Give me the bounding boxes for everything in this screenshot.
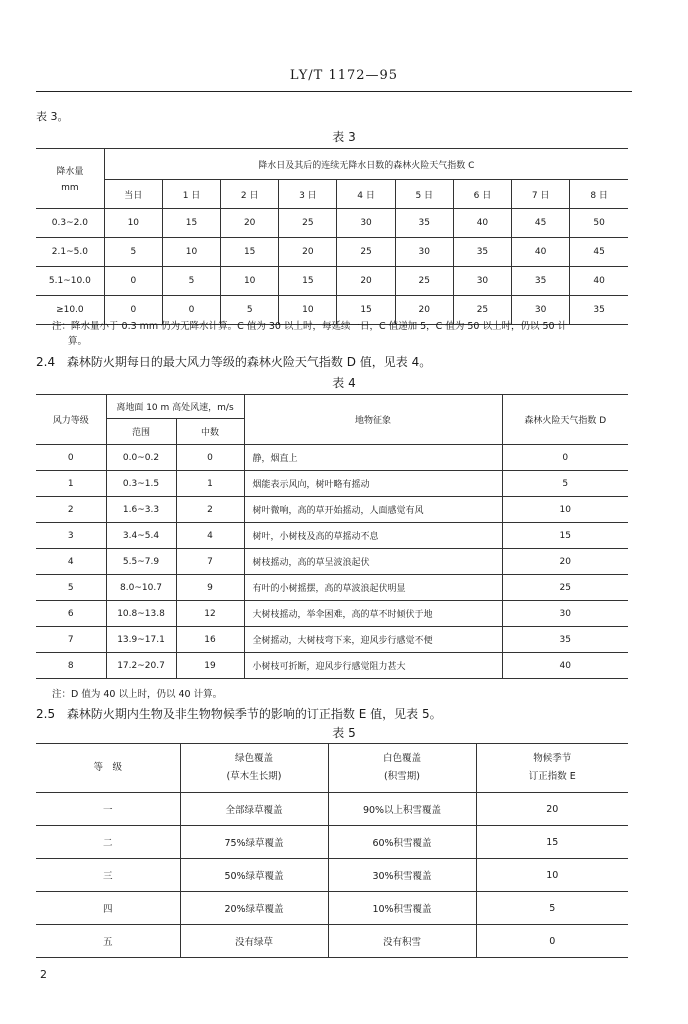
table5-white-cell: 90%以上积雪覆盖 xyxy=(328,793,476,826)
table3-value-cell: 40 xyxy=(512,238,570,267)
table3-range-cell: 0.3~2.0 xyxy=(36,209,104,238)
table3-value-cell: 45 xyxy=(512,209,570,238)
table4-mid-cell: 2 xyxy=(176,497,244,523)
section-2-5-text: 森林防火期内生物及非生物物候季节的影响的订正指数 E 值，见表 5。 xyxy=(66,707,442,721)
table3-day-header: 当日 xyxy=(104,180,162,209)
table3-value-cell: 30 xyxy=(453,267,511,296)
page-number: 2 xyxy=(40,968,47,981)
table4-desc-cell: 树枝摇动，高的草呈波浪起伏 xyxy=(244,549,502,575)
table5-index-cell: 10 xyxy=(476,859,628,892)
table4-mid-cell: 12 xyxy=(176,601,244,627)
table3-value-cell: 15 xyxy=(162,209,220,238)
table4-mid-header: 中数 xyxy=(176,419,244,445)
table4-range-cell: 13.9~17.1 xyxy=(106,627,176,653)
table3-value-cell: 15 xyxy=(221,238,279,267)
table5-grade-cell: 四 xyxy=(36,892,180,925)
table4-desc-cell: 树叶，小树枝及高的草摇动不息 xyxy=(244,523,502,549)
table4-index-cell: 0 xyxy=(502,445,628,471)
table3-day-header: 3 日 xyxy=(279,180,337,209)
table4-index-cell: 5 xyxy=(502,471,628,497)
table4-range-cell: 0.0~0.2 xyxy=(106,445,176,471)
section-2-4 xyxy=(36,353,431,370)
table3-value-cell: 0 xyxy=(104,296,162,325)
table4-row xyxy=(36,575,628,601)
table4-mid-cell: 7 xyxy=(176,549,244,575)
table3-value-cell: 35 xyxy=(570,296,628,325)
table5-row xyxy=(36,892,628,925)
section-2-4-text: 森林防火期每日的最大风力等级的森林火险天气指数 D 值，见表 4。 xyxy=(66,355,432,369)
table3-value-cell: 15 xyxy=(279,267,337,296)
table3-day-header: 6 日 xyxy=(453,180,511,209)
table4-level-cell: 1 xyxy=(36,471,106,497)
table4-speed-header: 离地面 10 m 高处风速，m/s xyxy=(106,395,244,419)
table4-range-cell: 5.5~7.9 xyxy=(106,549,176,575)
table3-value-cell: 35 xyxy=(395,209,453,238)
table4-index-header: 森林火险天气指数 D xyxy=(502,395,628,445)
table3-value-cell: 25 xyxy=(337,238,395,267)
table3-value-cell: 5 xyxy=(162,267,220,296)
table4-index-cell: 10 xyxy=(502,497,628,523)
table5-grade-cell: 二 xyxy=(36,826,180,859)
table3-value-cell: 45 xyxy=(570,238,628,267)
table5-index-header-line2: 订正指数 E xyxy=(528,771,576,782)
table5-green-header-line2: (草木生长期) xyxy=(226,771,282,782)
table3-note: 注：降水量小于 0.3 mm 仍为无降水计算。C 值为 30 以上时，每延续一日，C 值递加 5，C 值为 50 以上时，仍以 50 计 xyxy=(52,321,568,332)
intro-text: 表 3。 xyxy=(36,110,69,123)
table3-value-cell: 30 xyxy=(337,209,395,238)
table4-desc-header: 地物征象 xyxy=(244,395,502,445)
table3-day-header: 2 日 xyxy=(221,180,279,209)
table4-desc-cell: 小树枝可折断，迎风步行感觉阻力甚大 xyxy=(244,653,502,679)
table3-value-cell: 10 xyxy=(279,296,337,325)
table3-col0-unit: mm xyxy=(61,183,79,193)
table4-row xyxy=(36,497,628,523)
table3-day-header: 7 日 xyxy=(512,180,570,209)
table4-range-cell: 8.0~10.7 xyxy=(106,575,176,601)
table5-green-header xyxy=(180,744,328,793)
table3-value-cell: 10 xyxy=(162,238,220,267)
table4-level-cell: 6 xyxy=(36,601,106,627)
table3-value-cell: 30 xyxy=(395,238,453,267)
table4-level-header: 风力等级 xyxy=(36,395,106,445)
table5-white-header-line1: 白色覆盖 xyxy=(382,753,421,764)
table3-value-cell: 35 xyxy=(512,267,570,296)
table3-range-cell: ≥10.0 xyxy=(36,296,104,325)
table4-level-cell: 4 xyxy=(36,549,106,575)
table3-value-cell: 25 xyxy=(453,296,511,325)
table3-value-cell: 20 xyxy=(279,238,337,267)
table4-caption: 表 4 xyxy=(332,376,356,390)
table3-value-cell: 30 xyxy=(512,296,570,325)
table5-caption: 表 5 xyxy=(332,726,356,740)
table3-caption: 表 3 xyxy=(332,130,356,144)
table4-index-cell: 25 xyxy=(502,575,628,601)
table4-range-header: 范围 xyxy=(106,419,176,445)
table5-grade-cell: 一 xyxy=(36,793,180,826)
table4-range-cell: 3.4~5.4 xyxy=(106,523,176,549)
table5-index-header xyxy=(476,744,628,793)
table4-index-cell: 35 xyxy=(502,627,628,653)
table5-index-cell: 5 xyxy=(476,892,628,925)
table4-level-cell: 8 xyxy=(36,653,106,679)
section-2-5-number: 2.5 xyxy=(36,707,56,721)
table5-row xyxy=(36,859,628,892)
table3-group-header: 降水日及其后的连续无降水日数的森林火险天气指数 C xyxy=(104,149,628,180)
table4-note: 注：D 值为 40 以上时，仍以 40 计算。 xyxy=(52,689,223,700)
table4-desc-cell: 树叶微响，高的草开始摇动，人面感觉有风 xyxy=(244,497,502,523)
table4-row xyxy=(36,627,628,653)
table3-value-cell: 20 xyxy=(395,296,453,325)
table5-green-cell: 50%绿草覆盖 xyxy=(180,859,328,892)
table4-range-cell: 10.8~13.8 xyxy=(106,601,176,627)
table3-range-cell: 2.1~5.0 xyxy=(36,238,104,267)
table5-white-cell: 10%积雪覆盖 xyxy=(328,892,476,925)
table3-value-cell: 5 xyxy=(221,296,279,325)
table4-row xyxy=(36,549,628,575)
table4-row xyxy=(36,445,628,471)
table3-value-cell: 40 xyxy=(570,267,628,296)
header-rule xyxy=(36,91,632,92)
table4-desc-cell: 有叶的小树摇摆，高的草波浪起伏明显 xyxy=(244,575,502,601)
table5-green-header-line1: 绿色覆盖 xyxy=(234,753,273,764)
table3-value-cell: 35 xyxy=(453,238,511,267)
table4-level-cell: 3 xyxy=(36,523,106,549)
table4-desc-cell: 全树摇动，大树枝弯下来，迎风步行感觉不便 xyxy=(244,627,502,653)
table5-index-cell: 20 xyxy=(476,793,628,826)
table4-row xyxy=(36,471,628,497)
table5-green-cell: 75%绿草覆盖 xyxy=(180,826,328,859)
table3 xyxy=(36,148,628,325)
table3-note-continued: 算。 xyxy=(68,336,88,347)
table5-white-cell: 没有积雪 xyxy=(328,925,476,958)
table3-value-cell: 40 xyxy=(453,209,511,238)
table3-day-header: 8 日 xyxy=(570,180,628,209)
table5-white-cell: 60%积雪覆盖 xyxy=(328,826,476,859)
table4-index-cell: 20 xyxy=(502,549,628,575)
table5-index-cell: 15 xyxy=(476,826,628,859)
table3-value-cell: 15 xyxy=(337,296,395,325)
table5-grade-cell: 五 xyxy=(36,925,180,958)
table4-range-cell: 17.2~20.7 xyxy=(106,653,176,679)
table3-range-cell: 5.1~10.0 xyxy=(36,267,104,296)
table5-row xyxy=(36,793,628,826)
table3-row xyxy=(36,267,628,296)
table4-mid-cell: 0 xyxy=(176,445,244,471)
table5-row xyxy=(36,826,628,859)
table3-value-cell: 0 xyxy=(162,296,220,325)
table5-white-header-line2: (积雪期) xyxy=(384,771,420,782)
table4-level-cell: 5 xyxy=(36,575,106,601)
table4-range-cell: 0.3~1.5 xyxy=(106,471,176,497)
table3-day-header: 4 日 xyxy=(337,180,395,209)
document-code-header: LY/T 1172—95 xyxy=(289,68,399,83)
table3-value-cell: 20 xyxy=(337,267,395,296)
table5-white-cell: 30%积雪覆盖 xyxy=(328,859,476,892)
table4-index-cell: 15 xyxy=(502,523,628,549)
table4-mid-cell: 1 xyxy=(176,471,244,497)
table5-white-header xyxy=(328,744,476,793)
table5-index-cell: 0 xyxy=(476,925,628,958)
table4-desc-cell: 大树枝摇动，举伞困难，高的草不时倾伏于地 xyxy=(244,601,502,627)
table4-mid-cell: 4 xyxy=(176,523,244,549)
section-2-5 xyxy=(36,705,442,722)
table4-mid-cell: 19 xyxy=(176,653,244,679)
table3-value-cell: 25 xyxy=(279,209,337,238)
table3-value-cell: 0 xyxy=(104,267,162,296)
table4-mid-cell: 9 xyxy=(176,575,244,601)
table5-row xyxy=(36,925,628,958)
table5-index-header-line1: 物候季节 xyxy=(533,753,572,764)
table4-level-cell: 7 xyxy=(36,627,106,653)
table4-range-cell: 1.6~3.3 xyxy=(106,497,176,523)
table3-value-cell: 5 xyxy=(104,238,162,267)
section-2-4-number: 2.4 xyxy=(36,355,56,369)
table3-value-cell: 25 xyxy=(395,267,453,296)
table4 xyxy=(36,394,628,679)
table3-value-cell: 10 xyxy=(221,267,279,296)
table5 xyxy=(36,743,628,958)
table5-grade-header: 等 级 xyxy=(36,744,180,793)
table4-desc-cell: 静，烟直上 xyxy=(244,445,502,471)
table5-green-cell: 20%绿草覆盖 xyxy=(180,892,328,925)
table4-index-cell: 30 xyxy=(502,601,628,627)
table3-row xyxy=(36,209,628,238)
table3-day-header: 1 日 xyxy=(162,180,220,209)
table4-mid-cell: 16 xyxy=(176,627,244,653)
table3-row xyxy=(36,238,628,267)
table4-level-cell: 2 xyxy=(36,497,106,523)
table3-value-cell: 50 xyxy=(570,209,628,238)
table3-day-header: 5 日 xyxy=(395,180,453,209)
table5-green-cell: 全部绿草覆盖 xyxy=(180,793,328,826)
table4-row xyxy=(36,523,628,549)
table5-green-cell: 没有绿草 xyxy=(180,925,328,958)
table4-row xyxy=(36,601,628,627)
table3-value-cell: 20 xyxy=(221,209,279,238)
table4-index-cell: 40 xyxy=(502,653,628,679)
table4-level-cell: 0 xyxy=(36,445,106,471)
table3-col0-header xyxy=(36,149,104,209)
table5-grade-cell: 三 xyxy=(36,859,180,892)
table3-value-cell: 10 xyxy=(104,209,162,238)
table3-col0-label: 降水量 xyxy=(56,167,84,177)
table4-desc-cell: 烟能表示风向，树叶略有摇动 xyxy=(244,471,502,497)
table4-row xyxy=(36,653,628,679)
